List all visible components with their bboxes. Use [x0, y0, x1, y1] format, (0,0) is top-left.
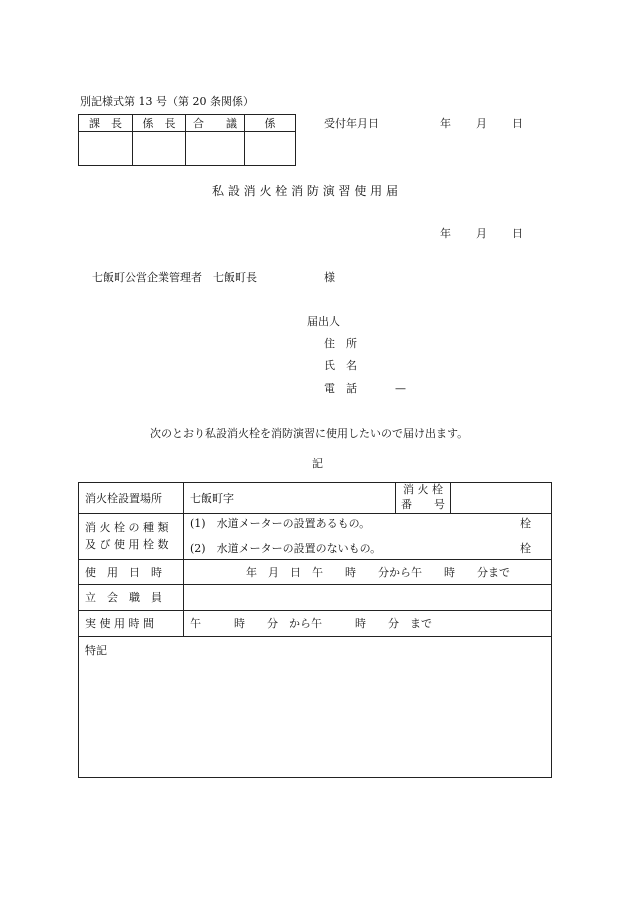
hydrant-use-table — [78, 482, 552, 778]
use-date-value[interactable] — [184, 559, 552, 584]
address-label: 住 所 — [324, 337, 357, 350]
actual-time-value[interactable] — [184, 610, 552, 636]
actual-time-text: 午 時 分 から午 時 分 まで — [190, 617, 432, 631]
approval-stamp-cell[interactable] — [133, 132, 186, 166]
hydrant-number-value[interactable] — [451, 483, 552, 514]
location-value-text: 七飯町字 — [190, 491, 234, 505]
kind-value[interactable] — [184, 513, 552, 559]
phone-label: 電 話 — [324, 382, 357, 395]
approval-header-kacho: 課 長 — [79, 115, 133, 132]
kind-item-1: (1) 水道メーターの設置あるもの。 — [190, 517, 371, 531]
witness-label: 立 会 職 員 — [79, 584, 184, 610]
approval-header-kakaricho: 係 長 — [133, 115, 186, 132]
location-label: 消火栓設置場所 — [79, 483, 184, 514]
location-value[interactable] — [184, 483, 396, 514]
kind-item-2: (2) 水道メーターの設置のないもの。 — [190, 542, 382, 556]
document-title: 私 設 消 火 栓 消 防 演 習 使 用 届 — [212, 184, 398, 198]
name-label: 氏 名 — [324, 359, 357, 372]
submission-day: 日 — [512, 227, 523, 240]
hydrant-number-label — [396, 483, 451, 514]
addressee-name: 七飯町公営企業管理者 七飯町長 — [92, 271, 257, 284]
approval-header-kakari: 係 — [245, 115, 296, 132]
witness-value[interactable] — [184, 584, 552, 610]
receipt-month: 月 — [476, 117, 487, 130]
applicant-label: 届出人 — [307, 315, 340, 328]
submission-year: 年 — [440, 227, 451, 240]
kind-label-line2: 及 び 使 用 栓 数 — [85, 538, 169, 552]
ki-mark: 記 — [312, 457, 323, 470]
approval-stamp-cell[interactable] — [186, 132, 245, 166]
phone-dash: — — [395, 382, 406, 395]
kind-label — [79, 513, 184, 559]
form-number: 別記様式第 13 号（第 20 条関係） — [80, 95, 254, 108]
kind-unit-2: 栓 — [520, 542, 531, 556]
use-date-label: 使 用 日 時 — [79, 559, 184, 584]
receipt-date-label: 受付年月日 — [324, 117, 379, 130]
receipt-year: 年 — [440, 117, 451, 130]
approval-stamp-cell[interactable] — [245, 132, 296, 166]
approval-header-gogi: 合 議 — [186, 115, 245, 132]
hydrant-number-label-line2: 番 号 — [401, 497, 445, 511]
kind-unit-1: 栓 — [520, 517, 531, 531]
notes-area[interactable] — [79, 636, 552, 777]
submission-month: 月 — [476, 227, 487, 240]
actual-time-label: 実 使 用 時 間 — [79, 610, 184, 636]
request-statement: 次のとおり私設消火栓を消防演習に使用したいので届け出ます。 — [150, 427, 469, 440]
notes-label: 特記 — [85, 643, 107, 657]
addressee-honorific: 様 — [324, 271, 335, 284]
receipt-day: 日 — [512, 117, 523, 130]
approval-stamp-cell[interactable] — [79, 132, 133, 166]
kind-label-line1: 消 火 栓 の 種 類 — [85, 520, 169, 534]
approval-stamp-table — [78, 114, 296, 166]
kind-item-row-2 — [190, 543, 531, 554]
kind-item-row-1 — [190, 518, 531, 529]
hydrant-number-label-line1: 消 火 栓 — [403, 483, 443, 496]
use-date-text: 年 月 日 午 時 分から午 時 分まで — [246, 565, 510, 579]
